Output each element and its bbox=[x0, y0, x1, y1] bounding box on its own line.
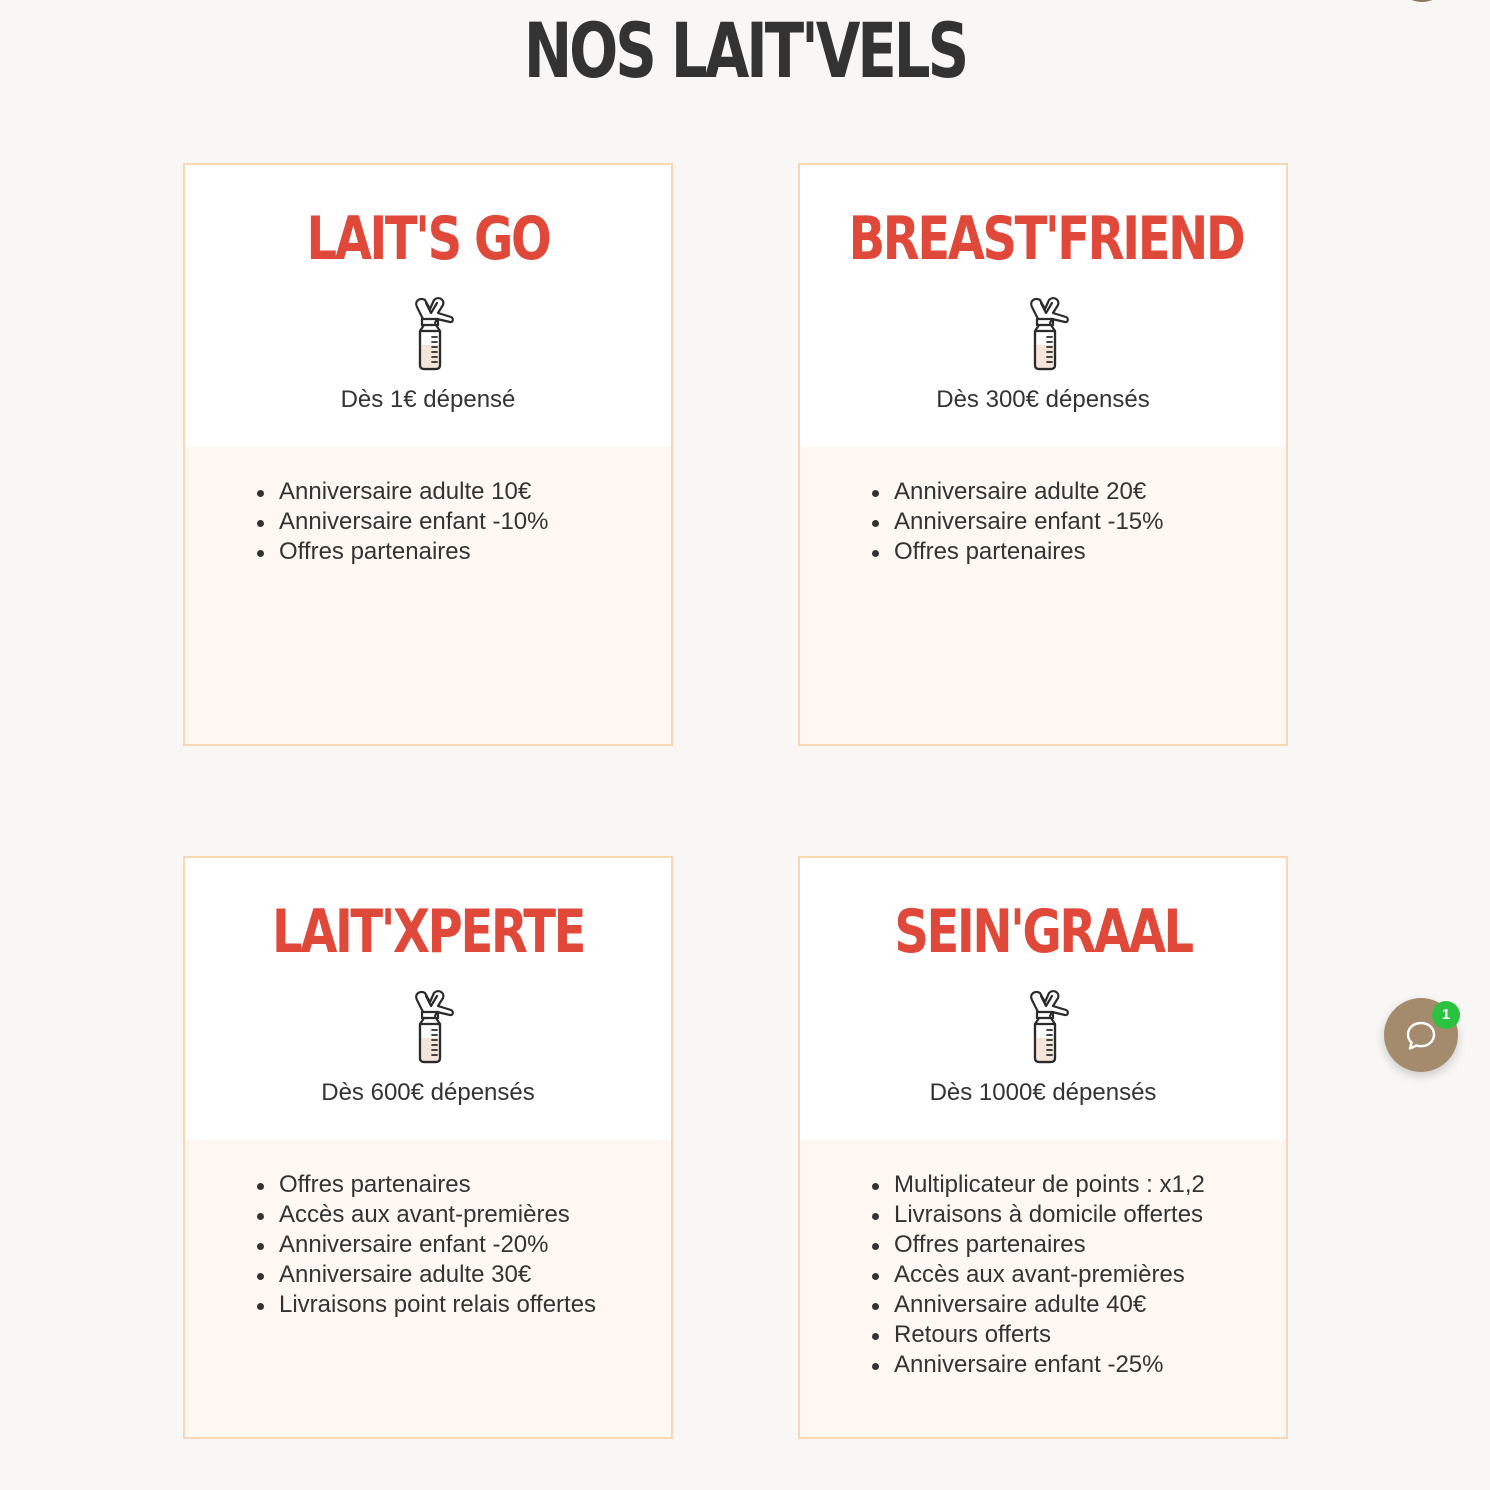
benefit-item: Anniversaire adulte 40€ bbox=[872, 1290, 1286, 1320]
benefit-item: Anniversaire adulte 20€ bbox=[872, 477, 1286, 507]
benefit-item: Retours offerts bbox=[872, 1320, 1286, 1350]
page-title: NOS LAIT'VELS bbox=[523, 6, 967, 95]
breast-pump-icon bbox=[1019, 295, 1071, 371]
benefit-item: Anniversaire enfant -25% bbox=[872, 1350, 1286, 1380]
tier-card-header bbox=[185, 165, 671, 447]
chat-button[interactable] bbox=[1384, 998, 1458, 1072]
tier-card-breast-friend bbox=[798, 163, 1288, 746]
benefit-item: Offres partenaires bbox=[872, 537, 1286, 567]
benefit-list bbox=[185, 447, 671, 567]
tier-threshold: Dès 1000€ dépensés bbox=[929, 1079, 1157, 1106]
benefit-item: Anniversaire enfant -15% bbox=[872, 507, 1286, 537]
tier-card-lait-xperte bbox=[183, 856, 673, 1439]
benefit-item: Anniversaire enfant -10% bbox=[257, 507, 671, 537]
benefit-list bbox=[800, 1140, 1286, 1380]
tier-name: LAIT'S GO bbox=[306, 204, 550, 274]
tier-name: LAIT'XPERTE bbox=[272, 897, 584, 967]
tier-name: BREAST'FRIEND bbox=[848, 204, 1244, 274]
benefit-item: Offres partenaires bbox=[872, 1230, 1286, 1260]
tier-threshold: Dès 600€ dépensés bbox=[321, 1079, 535, 1106]
avatar[interactable] bbox=[1394, 0, 1450, 2]
benefit-item: Offres partenaires bbox=[257, 1170, 671, 1200]
benefit-item: Accès aux avant-premières bbox=[872, 1260, 1286, 1290]
tier-card-header bbox=[185, 858, 671, 1140]
benefit-item: Livraisons point relais offertes bbox=[257, 1290, 671, 1320]
chat-bubble-icon bbox=[1404, 1019, 1438, 1053]
tier-name: SEIN'GRAAL bbox=[894, 897, 1192, 967]
benefit-list bbox=[800, 447, 1286, 567]
benefit-item: Multiplicateur de points : x1,2 bbox=[872, 1170, 1286, 1200]
benefit-item: Accès aux avant-premières bbox=[257, 1200, 671, 1230]
tier-threshold: Dès 300€ dépensés bbox=[936, 386, 1150, 413]
breast-pump-icon bbox=[1019, 988, 1071, 1064]
benefit-list bbox=[185, 1140, 671, 1320]
tier-card-header bbox=[800, 858, 1286, 1140]
tier-card-header bbox=[800, 165, 1286, 447]
tier-card-sein-graal bbox=[798, 856, 1288, 1439]
benefit-item: Anniversaire adulte 30€ bbox=[257, 1260, 671, 1290]
benefit-item: Anniversaire adulte 10€ bbox=[257, 477, 671, 507]
tier-threshold: Dès 1€ dépensé bbox=[340, 386, 516, 413]
benefit-item: Offres partenaires bbox=[257, 537, 671, 567]
tier-card-lait-s-go bbox=[183, 163, 673, 746]
benefit-item: Anniversaire enfant -20% bbox=[257, 1230, 671, 1260]
benefit-item: Livraisons à domicile offertes bbox=[872, 1200, 1286, 1230]
notification-badge: 1 bbox=[1432, 1001, 1460, 1029]
breast-pump-icon bbox=[404, 988, 456, 1064]
breast-pump-icon bbox=[404, 295, 456, 371]
